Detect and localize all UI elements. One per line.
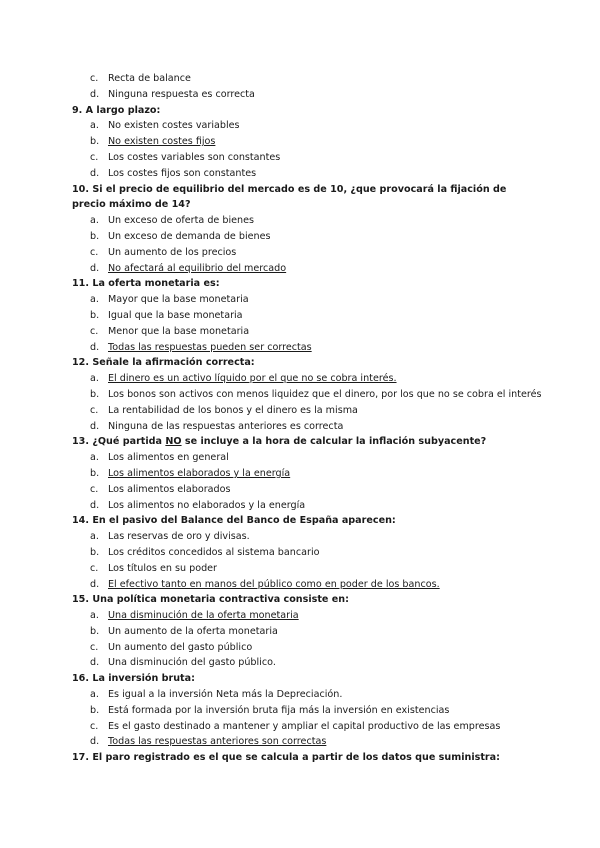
answer-option-correct <box>72 340 592 356</box>
answer-option-correct <box>72 134 592 150</box>
option-letter: c. <box>90 483 99 495</box>
answer-option <box>72 655 592 671</box>
answer-option <box>72 687 592 703</box>
option-letter: b. <box>90 388 100 400</box>
option-text: Un exceso de demanda de bienes <box>108 230 271 242</box>
option-text: Los bonos son activos con menos liquidez que el dinero, por los que no se cobra el interés <box>108 388 542 400</box>
option-letter: c. <box>90 246 99 258</box>
option-text: Todas las respuestas anteriores son correctas <box>108 736 327 748</box>
answer-option <box>72 545 592 561</box>
option-letter: c. <box>90 73 99 84</box>
option-letter: c. <box>90 151 99 163</box>
option-text: Todas las respuestas pueden ser correctas <box>108 341 312 353</box>
answer-option <box>72 482 592 498</box>
option-text: Una disminución del gasto público. <box>108 657 276 669</box>
option-letter: b. <box>90 704 100 716</box>
answer-option <box>72 308 592 324</box>
answer-option <box>72 498 592 514</box>
answer-option <box>72 118 592 134</box>
option-text: Un aumento del gasto público <box>108 641 253 653</box>
option-letter: a. <box>90 373 99 385</box>
option-letter: a. <box>90 215 99 227</box>
quiz-content <box>72 71 592 766</box>
question-heading <box>72 592 592 608</box>
answer-option <box>72 703 592 719</box>
option-letter: d. <box>90 420 100 432</box>
option-letter: d. <box>90 657 100 669</box>
option-letter: a. <box>90 689 99 701</box>
option-letter: d. <box>90 736 100 748</box>
option-text: Ninguna respuesta es correcta <box>108 88 255 100</box>
option-text: Un aumento de la oferta monetaria <box>108 625 278 637</box>
question-text: 15. Una política monetaria contractiva consiste en: <box>72 594 349 606</box>
answer-option <box>72 229 592 245</box>
option-text: Los títulos en su poder <box>108 562 218 574</box>
option-text: Los créditos concedidos al sistema bancario <box>108 546 320 558</box>
answer-option <box>72 419 592 435</box>
question-text: 10. Si el precio de equilibrio del mercado es de 10, ¿que provocará la fijación de precio máximo de 14? <box>72 183 507 211</box>
answer-option <box>72 561 592 577</box>
question-heading <box>72 513 592 529</box>
question-text: 14. En el pasivo del Balance del Banco de España aparecen: <box>72 515 396 527</box>
option-letter: a. <box>90 452 99 464</box>
option-text: Es el gasto destinado a mantener y ampliar el capital productivo de las empresas <box>108 720 501 732</box>
option-letter: b. <box>90 230 100 242</box>
option-text: No afectará al equilibrio del mercado <box>108 262 287 274</box>
emphasis-text: NO <box>165 436 182 448</box>
option-text: Es igual a la inversión Neta más la Depreciación. <box>108 689 343 701</box>
question-text: se incluye a la hora de calcular la inflación subyacente? <box>181 436 487 448</box>
option-text: Ninguna de las respuestas anteriores es correcta <box>108 420 344 432</box>
option-letter: b. <box>90 467 100 479</box>
question-heading <box>72 276 592 292</box>
option-text: La rentabilidad de los bonos y el dinero es la misma <box>108 404 358 416</box>
option-letter: d. <box>90 167 100 179</box>
answer-option-correct <box>72 261 592 277</box>
answer-option <box>72 150 592 166</box>
answer-option <box>72 245 592 261</box>
option-text: El efectivo tanto en manos del público como en poder de los bancos. <box>108 578 440 590</box>
answer-option-correct <box>72 371 592 387</box>
question-heading <box>72 182 532 214</box>
option-text: Igual que la base monetaria <box>108 309 243 321</box>
answer-option-correct <box>72 466 592 482</box>
question-heading <box>72 671 592 687</box>
option-text: Menor que la base monetaria <box>108 325 250 337</box>
answer-option <box>72 529 592 545</box>
answer-option <box>72 87 592 103</box>
option-letter: a. <box>90 294 99 306</box>
option-text: No existen costes variables <box>108 120 240 132</box>
answer-option <box>72 624 592 640</box>
answer-option-correct <box>72 608 592 624</box>
question-text: 9. A largo plazo: <box>72 104 161 116</box>
option-letter: d. <box>90 578 100 590</box>
answer-option <box>72 387 592 403</box>
option-text: Los alimentos elaborados <box>108 483 231 495</box>
option-letter: a. <box>90 120 99 132</box>
option-text: Las reservas de oro y divisas. <box>108 531 250 543</box>
question-heading <box>72 355 592 371</box>
question-heading <box>72 750 592 766</box>
option-letter: c. <box>90 562 99 574</box>
option-letter: c. <box>90 720 99 732</box>
option-letter: a. <box>90 610 99 622</box>
option-text: Mayor que la base monetaria <box>108 294 249 306</box>
option-letter: a. <box>90 531 99 543</box>
answer-option-correct <box>72 577 592 593</box>
question-heading <box>72 103 592 119</box>
option-text: Está formada por la inversión bruta fija más la inversión en existencias <box>108 704 450 716</box>
answer-option <box>72 450 592 466</box>
option-text: Los alimentos en general <box>108 452 229 464</box>
option-letter: c. <box>90 325 99 337</box>
option-letter: b. <box>90 546 100 558</box>
option-text: Una disminución de la oferta monetaria <box>108 610 299 622</box>
question-heading <box>72 434 592 450</box>
answer-option <box>72 324 592 340</box>
option-text: Los alimentos no elaborados y la energía <box>108 499 306 511</box>
question-text: 12. Señale la afirmación correcta: <box>72 357 255 369</box>
option-letter: b. <box>90 625 100 637</box>
option-letter: d. <box>90 262 100 274</box>
option-text: Un exceso de oferta de bienes <box>108 215 254 227</box>
option-text: No existen costes fijos <box>108 136 216 148</box>
option-letter: b. <box>90 309 100 321</box>
option-letter: b. <box>90 136 100 148</box>
answer-option <box>72 719 592 735</box>
answer-option <box>72 640 592 656</box>
answer-option-correct <box>72 734 592 750</box>
option-letter: d. <box>90 341 100 353</box>
option-letter: d. <box>90 88 100 100</box>
question-text: 17. El paro registrado es el que se calcula a partir de los datos que suministra: <box>72 752 500 764</box>
answer-option <box>72 403 592 419</box>
option-text: El dinero es un activo líquido por el que no se cobra interés. <box>108 373 397 385</box>
answer-option <box>72 292 592 308</box>
option-text: Los alimentos elaborados y la energía <box>108 467 291 479</box>
option-text: Los costes variables son constantes <box>108 151 281 163</box>
answer-option <box>72 213 592 229</box>
question-text: 13. ¿Qué partida <box>72 436 166 448</box>
question-text: 16. La inversión bruta: <box>72 673 195 685</box>
option-letter: c. <box>90 641 99 653</box>
option-letter: d. <box>90 499 100 511</box>
option-text: Recta de balance <box>108 73 191 84</box>
option-text: Un aumento de los precios <box>108 246 237 258</box>
option-letter: c. <box>90 404 99 416</box>
answer-option <box>72 71 592 87</box>
option-text: Los costes fijos son constantes <box>108 167 257 179</box>
question-text: 11. La oferta monetaria es: <box>72 278 220 290</box>
answer-option <box>72 166 592 182</box>
